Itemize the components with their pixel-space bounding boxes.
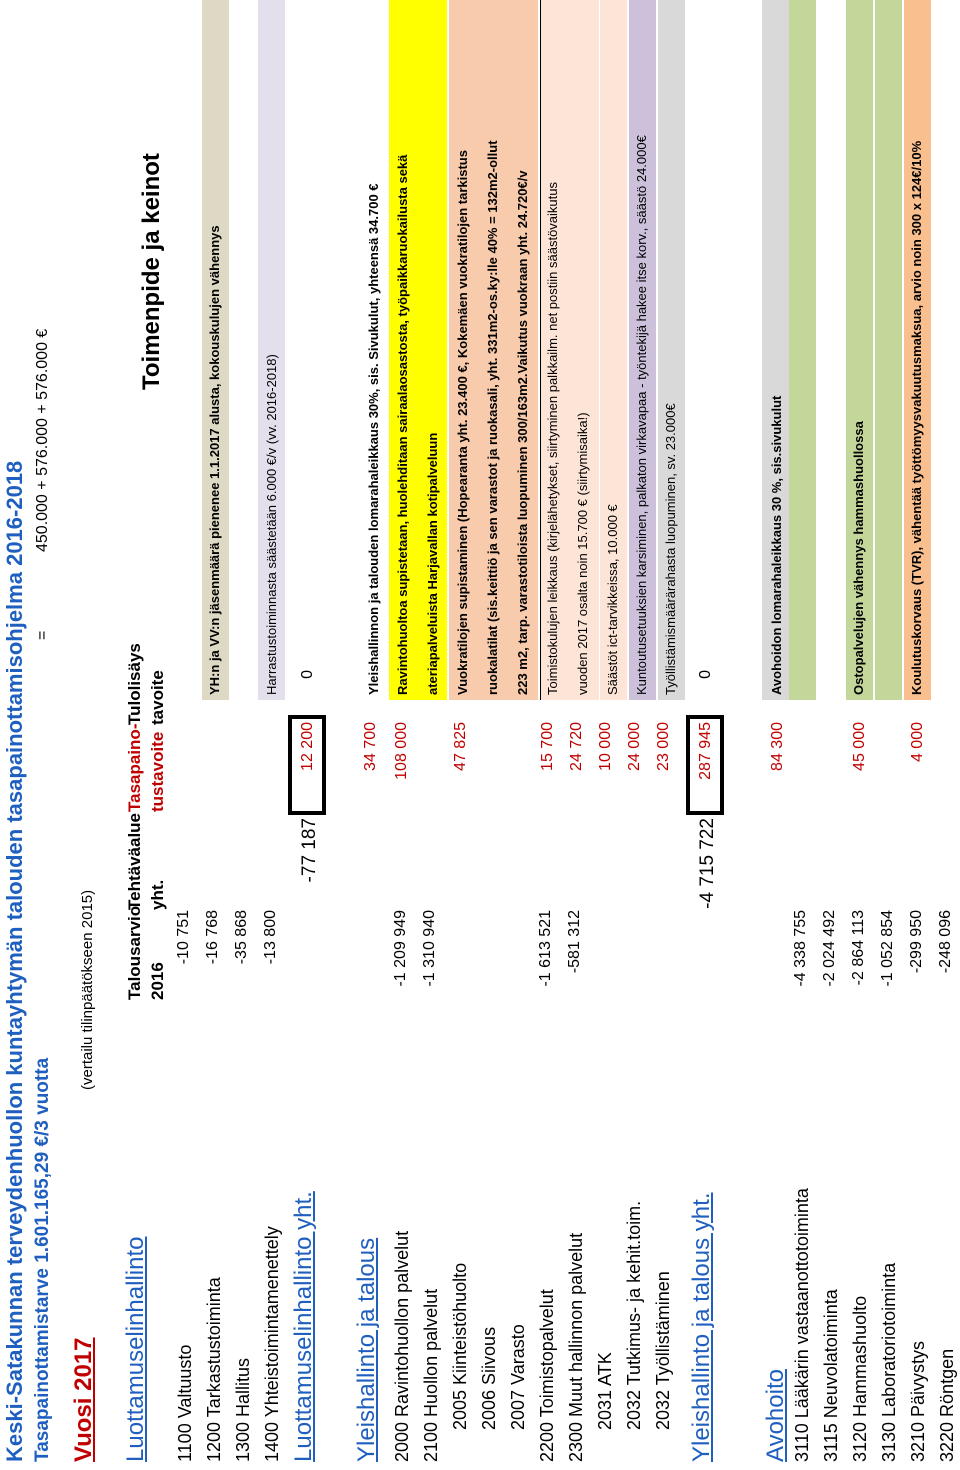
row-budget: -35 868 [233, 910, 250, 965]
row-measure: Ostopalvelujen vähennys hammashuollossa [851, 421, 866, 695]
row-budget: -10 751 [175, 910, 192, 965]
year-title: Vuosi 2017 [70, 1337, 97, 1462]
row-name: 1400 Yhteistoimintamenettely [262, 1226, 282, 1462]
row-target: 47 825 [452, 722, 469, 771]
row-measure: vuoden 2017 osalta noin 15.700 € (siirtymisaika!) [575, 412, 590, 695]
row-name: 2005 Kiinteistöhuolto [450, 1262, 470, 1430]
col-income-header: Tulolisäys tavoite [125, 643, 167, 725]
col-measures-header: Toimenpide ja keinot [138, 153, 165, 390]
row-name: 3210 Päivystys [908, 1340, 928, 1462]
page-title: Keski-Satakunnan terveydenhuollon kuntayhtymän talouden tasapainottamisohjelma 2016-2018 [2, 460, 27, 1462]
row-target: 34 700 [362, 722, 379, 771]
row-measure: YH:n ja VV:n jäsenmäärä pienenee 1.1.2017 alusta, kokouskulujen vähennys [207, 225, 222, 695]
row-measure: Harrastustoiminnasta säästetään 6.000 €/v (vv. 2016-2018) [264, 354, 279, 695]
row-measure: Ravintohuoltoa supistetaan, huolehditaan sairaalaosastosta, työpaikkaruokailusta sekä [395, 154, 410, 695]
row-budget: -2 024 492 [821, 910, 838, 987]
row-name: 3110 Lääkärin vastaanottotoiminta [792, 1188, 812, 1462]
section-total-target: 287 945 [697, 722, 714, 780]
row-name: 3115 Neuvolatoiminta [821, 1289, 841, 1462]
row-measure: Yleishallinnon ja talouden lomarahaleikkaus 30%, sis. Sivukulut, yhteensä 34.700 € [366, 183, 381, 695]
row-name: 3130 Laboratoriotoiminta [879, 1262, 899, 1462]
section-total-value: -77 187 [299, 818, 320, 883]
row-name: 1200 Tarkastustoiminta [204, 1277, 224, 1462]
row-target: 15 700 [539, 722, 556, 771]
section-total-income: 0 [697, 670, 714, 679]
need-calc: 450.000 + 576.000 + 576.000 € [34, 328, 51, 552]
need-label: Tasapainottamistarve 1.601.165,29 €/3 vuotta [32, 1057, 53, 1462]
section-title-avohoito: Avohoito [762, 1369, 789, 1462]
row-budget: -2 864 113 [850, 910, 867, 986]
row-target: 84 300 [769, 722, 786, 771]
row-name: 3220 Röntgen [937, 1348, 957, 1462]
row-budget: -1 052 854 [879, 910, 896, 987]
row-budget: -1 613 521 [537, 910, 554, 987]
section-total-income: 0 [299, 670, 316, 679]
section-total-label: Yleishallinto ja talous yht. [688, 1192, 715, 1462]
row-budget: -1 310 940 [421, 910, 438, 987]
band-green-3 [875, 0, 902, 700]
section-total-target: 12 200 [299, 722, 316, 771]
row-name: 3120 Hammashuolto [850, 1295, 870, 1462]
row-target: 24 720 [568, 722, 585, 771]
row-measure: Vuokratilojen supistaminen (Hopearanta yht. 23.400 €, Kokemäen vuokratilojen tarkistus [455, 150, 470, 695]
section-title-yleishallinto: Yleishallinto ja talous [353, 1237, 380, 1462]
row-measure: Työllistämismäärärahasta luopuminen, sv. 23.000€ [663, 403, 678, 695]
section-total-value: -4 715 722 [697, 818, 718, 909]
row-target: 4 000 [909, 722, 926, 763]
row-name: 1300 Hallitus [233, 1357, 253, 1462]
row-measure: ruokalatilat (sis.keittiö ja sen varastot ja ruokasali, yht. 331m2-os.ky:lle 40% = 132m2-ollut [485, 140, 500, 695]
row-name: 2000 Ravintohuollon palvelut [392, 1230, 412, 1462]
section-title-luottamus: Luottamuselinhallinto [122, 1236, 149, 1462]
band-green [789, 0, 816, 700]
col-balance-header: Tasapaino-tustavoite [125, 723, 167, 812]
col-budget-header: Talousarvio 2016 [125, 905, 167, 1000]
row-measure: Koulutuskorvaus (TVR), vähentää työttömyysvakuutusmaksua, arvio noin 300 x 124€/10% [909, 140, 924, 695]
row-target: 108 000 [393, 722, 410, 780]
row-name: 2100 Huollon palvelut [421, 1288, 441, 1462]
col-area-header: Tehtäväalue yht. [125, 812, 167, 910]
row-name: 2200 Toimistopalvelut [537, 1289, 557, 1462]
comparison-note: (vertailu tilinpäätökseen 2015) [79, 889, 96, 1090]
row-budget: -16 768 [204, 910, 221, 965]
section-total-label: Luottamuselinhallinto yht. [290, 1191, 317, 1462]
row-budget: -13 800 [262, 910, 279, 965]
row-measure: Avohoidon lomarahaleikkaus 30 %, sis.sivukulut [769, 395, 784, 695]
row-budget: -4 338 755 [792, 910, 809, 987]
need-equals: = [34, 630, 51, 640]
row-name: 2032 Tutkimus- ja kehit.toim. [624, 1200, 644, 1430]
row-target: 23 000 [655, 722, 672, 771]
row-name: 2006 Siivous [479, 1326, 499, 1430]
row-measure: 223 m2, tarp. varastotiloista luopuminen 300/163m2.Vaikutus vuokraan yht. 24.720€/v [515, 170, 530, 695]
row-measure: Säästöt ict-tarvikkeissa, 10.000 € [605, 504, 620, 695]
row-budget: -1 209 949 [392, 910, 409, 987]
row-budget: -248 096 [937, 910, 954, 974]
row-name: 1100 Valtuusto [175, 1344, 195, 1462]
row-target: 24 000 [626, 722, 643, 771]
row-name: 2300 Muut hallinnon palvelut [566, 1232, 586, 1462]
row-target: 45 000 [851, 722, 868, 771]
row-name: 2032 Työllistäminen [653, 1271, 673, 1430]
row-measure: ateriapalveluista Harjavallan kotipalveluun [425, 432, 440, 695]
row-name: 2031 ATK [595, 1352, 615, 1430]
row-measure: Toimistokulujen leikkaus (kirjelähetykset, siirtyminen palkkailm. net postiin säästövaikutus [545, 182, 560, 695]
row-budget: -299 950 [908, 910, 925, 974]
row-measure: Kuntoutusetuuksien karsiminen, palkaton virkavapaa - työntekijä hakee itse korv., säästö 24.000€ [634, 135, 649, 695]
row-budget: -581 312 [566, 910, 583, 974]
row-target: 10 000 [597, 722, 614, 771]
row-name: 2007 Varasto [508, 1324, 528, 1430]
